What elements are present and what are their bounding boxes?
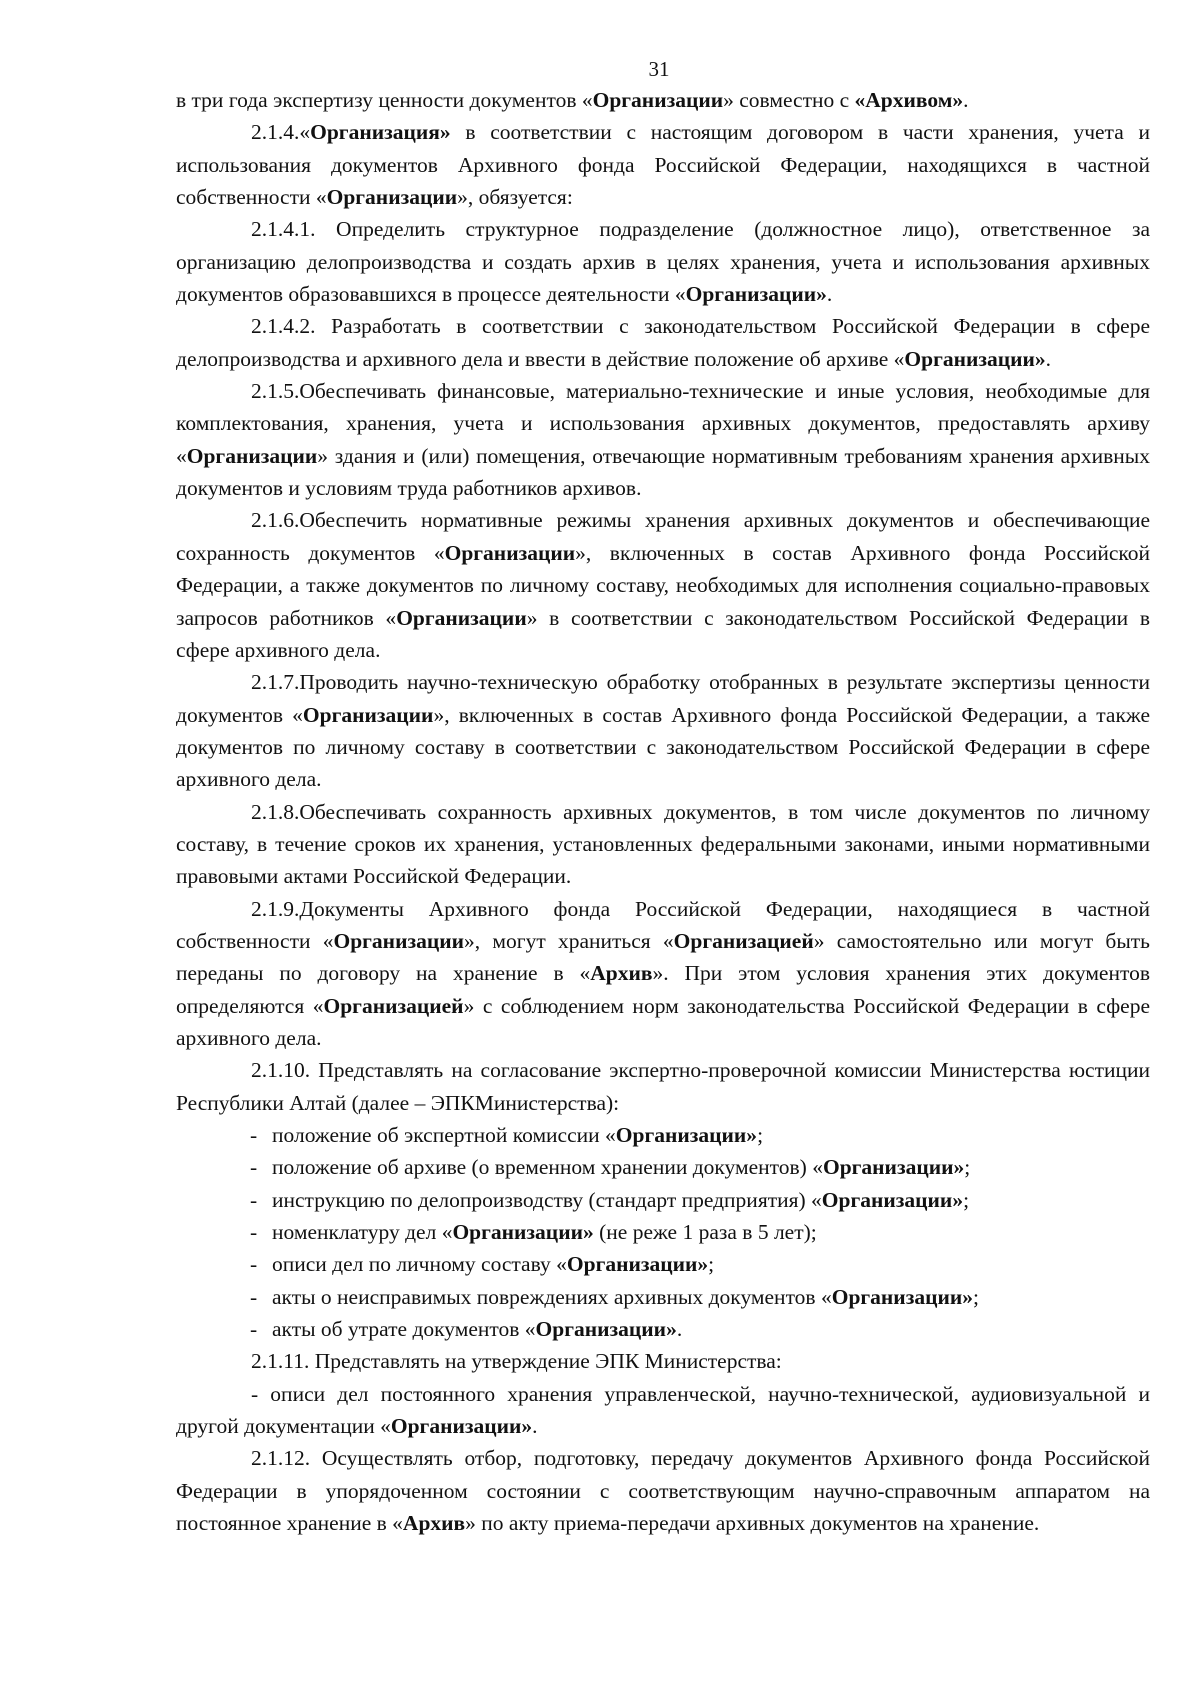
bold-text: Организации	[592, 88, 724, 112]
list-dash: -	[250, 1187, 258, 1212]
text-run: 2.1.6.Обеспечить нормативные режимы хранения архивных документов и обеспечивающие сохранность документов «	[176, 508, 1150, 565]
bold-text: Организации	[186, 443, 318, 468]
text-run: ;	[963, 1187, 970, 1212]
bold-text: Организации»	[822, 1155, 965, 1180]
list-dash: -	[250, 1220, 258, 1245]
paragraph-2-1-11-list	[176, 1378, 1150, 1443]
bold-text: Организация»	[310, 120, 451, 145]
list-item	[176, 1151, 1150, 1183]
text-run: 2.1.8.Обеспечивать сохранность архивных документов, в том числе документов по личному составу, в течение сроков их хранения, установленных федеральными законами, иными нормативными правовыми актами Российской Федерации.	[176, 799, 1150, 889]
paragraph-2-1-6	[176, 504, 1150, 666]
text-run: ;	[708, 1252, 715, 1277]
text-run: 2.1.9.Документы Архивного фонда Российской Федерации, находящиеся в частной собственности «	[176, 896, 1150, 953]
text-run: », включенных в состав Архивного фонда Российской Федерации, а также документов по личному составу в соответствии с законодательством Российской Федерации в сфере архивного дела.	[176, 702, 1151, 792]
text-run: в три года экспертизу ценности документов «	[176, 88, 593, 112]
text-run: » совместно с	[723, 88, 855, 112]
text-run: 2.1.10. Представлять на согласование экспертно-проверочной комиссии Министерства юстиции Республики Алтай (далее – ЭПКМинистерства):	[176, 1058, 1150, 1115]
text-run: » с соблюдением норм законодательства Российской Федерации в сфере архивного дела.	[176, 993, 1151, 1050]
list-item-text	[272, 1188, 969, 1212]
text-run: номенклатуру дел «	[272, 1220, 453, 1245]
text-run: 2.1.4.«	[251, 120, 311, 145]
list-item	[176, 1313, 1150, 1345]
text-run: », обязуется:	[457, 185, 573, 210]
text-run: ;	[973, 1284, 979, 1309]
list-item	[176, 1248, 1150, 1280]
list-item	[176, 1281, 1150, 1313]
text-run: », могут храниться «	[464, 928, 674, 953]
bold-text: Организации	[333, 928, 465, 953]
text-run: .	[826, 282, 833, 307]
text-run: » по акту приема-передачи архивных документов на хранение.	[465, 1511, 1040, 1536]
text-run: положение об архиве (о временном хранении документов) «	[272, 1155, 823, 1180]
list-item-text	[272, 1252, 714, 1276]
text-run: ». При этом условия хранения этих документов определяются «	[176, 961, 1150, 1018]
text-run: ;	[964, 1155, 971, 1180]
bold-text: Организации	[444, 540, 576, 565]
paragraph-2-1-8	[176, 796, 1150, 893]
bold-text: Архив	[590, 961, 653, 986]
bold-text: Организации»	[452, 1220, 594, 1245]
paragraph-2-1-10	[176, 1054, 1150, 1119]
text-run: акты о неисправимых повреждениях архивных документов «	[272, 1284, 832, 1309]
bold-text: Организации	[396, 605, 527, 630]
paragraph-2-1-4	[176, 116, 1150, 213]
document-body	[176, 84, 1150, 1539]
text-run: положение об экспертной комиссии «	[272, 1123, 616, 1147]
list-item-text	[272, 1285, 979, 1309]
text-run: .	[1045, 346, 1052, 371]
paragraph-2-1-4-1	[176, 213, 1150, 310]
bold-text: Организации»	[535, 1317, 677, 1342]
text-run: - описи дел постоянного хранения управленческой, научно-технической, аудиовизуальной и другой документации «	[176, 1381, 1150, 1439]
bold-text: Архив	[402, 1511, 466, 1536]
list-item	[176, 1216, 1150, 1248]
bold-text: Организации	[326, 185, 458, 210]
bold-text: Организации»	[831, 1284, 973, 1309]
list-item-text	[272, 1123, 763, 1147]
paragraph-2-1-4-2	[176, 310, 1150, 375]
bold-text: Организации»	[685, 282, 827, 307]
text-run: 2.1.11. Представлять на утверждение ЭПК Министерства:	[251, 1349, 782, 1374]
list-dash: -	[250, 1252, 258, 1277]
text-run: 2.1.5.Обеспечивать финансовые, материально-технические и иные условия, необходимые для комплектования, хранения, учета и использования архивных документов, предоставлять архиву «	[176, 379, 1150, 468]
text-run: .	[963, 88, 969, 112]
text-run: » в соответствии с законодательством Российской Федерации в сфере архивного дела.	[176, 605, 1150, 662]
text-run: инструкцию по делопроизводству (стандарт предприятия) «	[272, 1187, 822, 1212]
paragraph-2-1-9	[176, 893, 1150, 1055]
list-item-text	[272, 1317, 682, 1341]
text-run: .	[532, 1414, 538, 1439]
text-run: » самостоятельно или могут быть переданы по договору на хранение в «	[176, 928, 1150, 986]
bold-text: Организацией	[323, 993, 464, 1018]
text-run: » здания и (или) помещения, отвечающие нормативным требованиям хранения архивных документов и условиям труда работников архивов.	[176, 443, 1150, 501]
text-run: акты об утрате документов «	[272, 1317, 536, 1342]
text-run: .	[676, 1317, 683, 1342]
list-item	[176, 1184, 1150, 1216]
bold-text: Организации»	[566, 1252, 709, 1277]
paragraph-2-1-7	[176, 666, 1150, 795]
paragraph-2-1-12	[176, 1442, 1150, 1539]
bold-text: Организации»	[390, 1414, 533, 1439]
text-run: », включенных в состав Архивного фонда Российской Федерации, а также документов по личному составу, необходимых для исполнения социально-правовых запросов работников «	[176, 540, 1150, 630]
list-item	[176, 1119, 1150, 1151]
text-run: 2.1.4.1. Определить структурное подразделение (должностное лицо), ответственное за организацию делопроизводства и создать архив в целях хранения, учета и использования архивных документов образовавшихся в процессе деятельности «	[176, 217, 1150, 307]
paragraph-2-1-11	[176, 1345, 1150, 1377]
bold-text: «Архивом»	[854, 88, 964, 112]
bold-text: Организации»	[904, 346, 1046, 371]
list-dash: -	[250, 1155, 258, 1180]
bold-text: Организации	[302, 702, 434, 727]
text-run: 2.1.4.2. Разработать в соответствии с законодательством Российской Федерации в сфере делопроизводства и архивного дела и ввести в действие положение об архиве «	[176, 314, 1150, 371]
list-item-text	[272, 1155, 970, 1179]
page-number: 31	[648, 57, 670, 81]
text-run: в соответствии с настоящим договором в части хранения, учета и использования документов Архивного фонда Российской Федерации, находящихся в частной собственности «	[176, 120, 1150, 210]
bold-text: Организации»	[615, 1123, 758, 1147]
list-dash: -	[250, 1123, 258, 1147]
text-run: ;	[757, 1123, 764, 1147]
list-dash: -	[250, 1284, 258, 1309]
list-dash: -	[250, 1317, 258, 1342]
text-run: описи дел по личному составу «	[272, 1252, 567, 1277]
text-run: (не реже 1 раза в 5 лет);	[593, 1220, 817, 1245]
bold-text: Организации»	[821, 1187, 964, 1212]
paragraph	[176, 84, 1150, 116]
text-run: 2.1.12. Осуществлять отбор, подготовку, передачу документов Архивного фонда Российской Федерации в упорядоченном состоянии с соответствующим научно-справочным аппаратом на постоянное хранение в «	[176, 1446, 1150, 1536]
list-item-text	[272, 1220, 817, 1244]
text-run: 2.1.7.Проводить научно-техническую обработку отобранных в результате экспертизы ценности документов «	[176, 670, 1150, 727]
bold-text: Организацией	[673, 928, 814, 953]
paragraph-2-1-5	[176, 375, 1150, 504]
